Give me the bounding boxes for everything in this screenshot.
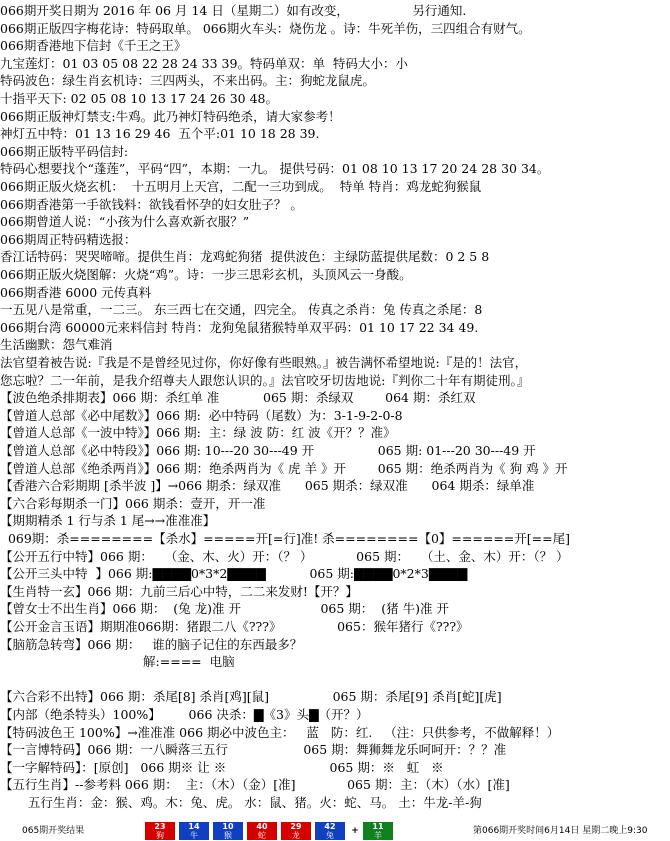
text-line: 【曾女士不出生肖】066 期： (兔 龙)准 开 065 期： (猪 牛)准 开 — [0, 601, 449, 617]
text-line: 五行生肖：金：猴、鸡。木：兔、虎。 水：鼠、猪。火：蛇、马。 土：牛龙-羊-狗 — [0, 795, 482, 810]
text-line: 解:==== 电脑 — [0, 654, 235, 670]
result-ball — [145, 822, 175, 840]
ball-number: 23 — [154, 822, 166, 831]
ball-zodiac: 牛 — [190, 831, 198, 840]
text-line: 066期开奖日期为 2016 年 06 月 14 日（星期二）如有改变， 另行通知. — [0, 3, 467, 18]
text-line: 特码心想要找个“蓬莲”，平码“四”，本期：一九。 提供号码：01 08 10 13 17 20 24 28 30 34。 — [0, 161, 550, 177]
result-ball — [363, 822, 393, 840]
text-line: 066期正版火烧玄机： 十五明月上天宫，二配一三功到成。 特单 特肖：鸡龙蛇狗猴鼠 — [0, 179, 482, 194]
ball-number: 40 — [256, 822, 268, 831]
ball-number: 42 — [324, 822, 336, 831]
ball-number: 14 — [188, 822, 200, 831]
text-line: 【五行生肖】--参考料 066 期： 主：（木）（金）[准] 065 期：主：（木）（水）[准] — [0, 777, 510, 793]
ball-zodiac: 猴 — [224, 831, 232, 840]
results-label: 065期开奖结果 — [22, 826, 85, 836]
text-line: 066期正版特平码信封: — [0, 143, 129, 159]
text-line: 【一言博特码】066 期：一八瞬落三五行 065 期：舞狮舞龙乐呵呵开：？？准 — [0, 742, 507, 758]
text-line: 【期期精杀 1 行与杀 1 尾→→准准准】 — [0, 513, 216, 529]
text-line: 066期香港 6000 元传真料 — [0, 284, 152, 300]
text-line: 【特码波色王 100%】→准准准 066 期必中波色主： 蓝 防：红. （注：只供参考，不做解释！） — [0, 724, 560, 740]
ball-zodiac: 狗 — [156, 831, 164, 840]
text-line: 069期：杀========【杀水】=====开[=行]准! 杀========【0】======开[==尾] — [0, 531, 570, 546]
text-line: 066期正版四字梅花诗：特码取单。 066期火车头：烧伤龙 。诗：牛死羊伤，三四组合有财气。 — [0, 20, 531, 36]
result-ball — [315, 822, 345, 840]
text-line: 066期正版神灯禁支:牛鸡。此乃神灯特码绝杀，请大家参考！ — [0, 108, 341, 124]
text-line: 【曾道人总部《一波中特》】066 期: 主：绿 波 防：红 波《开？？准》 — [0, 425, 396, 441]
text-line: 066期台湾 60000元来料信封 特肖：龙狗兔鼠猪猴特单双平码：01 10 17 22 34 49. — [0, 319, 479, 335]
text-line: 【香港六合彩期期 [杀半波 ]】→066 期杀：绿双准 065 期杀：绿双准 064 期杀：绿单准 — [0, 478, 535, 494]
text-line: 九宝莲灯：01 03 05 08 22 28 24 33 39。特码单双：单 特码大小：小 — [0, 55, 408, 71]
text-line: 【曾道人总部《绝杀两肖》】066 期：绝杀两肖为《 虎 羊 》开 065 期：绝杀两肖为《 狗 鸡 》开 — [0, 460, 568, 476]
text-line: 066期正版火烧图解：火烧“鸡”。诗：一步三思彩玄机，头顶风云一身酸。 — [0, 267, 412, 282]
result-ball — [213, 822, 243, 840]
text-line: 【一字解特码】：[原创] 066 期※ 让 ※ 065 期：※ 虹 ※ — [0, 759, 444, 775]
text-line: 【脑筋急转弯】066 期： 谁的脑子记住的东西最多？ — [0, 636, 303, 652]
ball-zodiac: 蛇 — [258, 831, 266, 840]
next-draw-time: 第066期开奖时间6月14日 星期二晚上9:30 — [473, 826, 648, 836]
text-line: 【六合彩每期杀一门】066 期杀：壹开，开一准 — [0, 495, 266, 511]
text-line: 【六合彩不出特】066 期：杀尾[8] 杀肖[鸡][鼠] 065 期：杀尾[9] 杀肖[蛇][虎] — [0, 689, 502, 705]
plus-sign: + — [351, 826, 359, 836]
result-ball — [247, 822, 277, 840]
ball-number: 29 — [290, 822, 302, 831]
text-line: 066期周正特码精选报： — [0, 231, 137, 247]
text-line: 【曾道人总部《必中尾数》】066 期: 必中特码（尾数）为：3-1-9-2-0-8 — [0, 407, 403, 423]
text-line: 香江话特码：哭哭啼啼。提供生肖：龙鸡蛇狗猪 提供波色：主绿防蓝提供尾数：0 2 5 8 — [0, 249, 490, 265]
text-line: 神灯五中特：01 13 16 29 46 五个平:01 10 18 28 39. — [0, 126, 320, 142]
text-line: 066期香港地下信封《千王之王》 — [0, 38, 187, 54]
text-line: 【公开三头中特 】066 期:▇▇▇▇0*3*2▇▇▇▇ 065 期:▇▇▇▇0*2*3▇▇▇▇ — [0, 566, 468, 582]
ball-zodiac: 龙 — [292, 831, 300, 840]
text-line: 【公开五行中特】066 期： （金、木、火）开：（？ ） 065 期： （土、金、木）开：（？ ） — [0, 548, 569, 564]
text-line: 【公开金言玉语】期期准066期：猪跟二八《???》 065：猴年猪行《???》 — [0, 619, 469, 634]
text-line: 【曾道人总部《必中特段》】066 期: 10---20 30---49 开 065 期: 01---20 30---49 开 — [0, 443, 536, 458]
ball-number: 10 — [222, 822, 234, 831]
ball-zodiac: 兔 — [326, 831, 334, 840]
text-line: 一五见八是常重，一二三。 东三西七在交通，四完全。 传真之杀肖：兔 传真之杀尾：8 — [0, 302, 483, 318]
text-line: 生活幽默：怨气难消 — [0, 337, 113, 353]
text-line — [0, 671, 670, 689]
text-line: 特码波色：绿生肖玄机诗：三四两头，不来出码。主：狗蛇龙鼠虎。 — [0, 73, 376, 89]
text-line: 066期香港第一手欲钱料：欲钱看怀孕的妇女肚子？ 。 — [0, 196, 303, 212]
text-line: 您忘啦？二一年前，是我介绍尊夫人跟您认识的。』法官咬牙切齿地说:『判你二十年有期徒刑。』 — [0, 372, 530, 388]
text-line: 【内部（绝杀特头）100%】 066 决杀：▇《3》头▇（开？） — [0, 707, 369, 722]
text-line: 十指平天下: 02 05 08 10 13 17 24 26 30 48。 — [0, 91, 279, 106]
ball-zodiac: 羊 — [374, 831, 382, 840]
text-line: 法官望着被告说:『我是不是曾经见过你，你好像有些眼熟。』被告满怀希望地说:『是的！法官， — [0, 355, 528, 370]
ball-number: 11 — [372, 822, 384, 831]
results-footer — [0, 821, 670, 841]
text-line: 【生肖特一玄】066 期：九前三后心中特，二二来发财!【开？】 — [0, 583, 358, 599]
text-line: 【波色绝杀排期表】066 期：杀红单 准 065 期：杀绿双 064 期：杀红双 — [0, 390, 476, 406]
text-line: 066期曾道人说：“小孩为什么喜欢新衣服？” — [0, 214, 250, 230]
result-ball — [281, 822, 311, 840]
result-ball — [179, 822, 209, 840]
